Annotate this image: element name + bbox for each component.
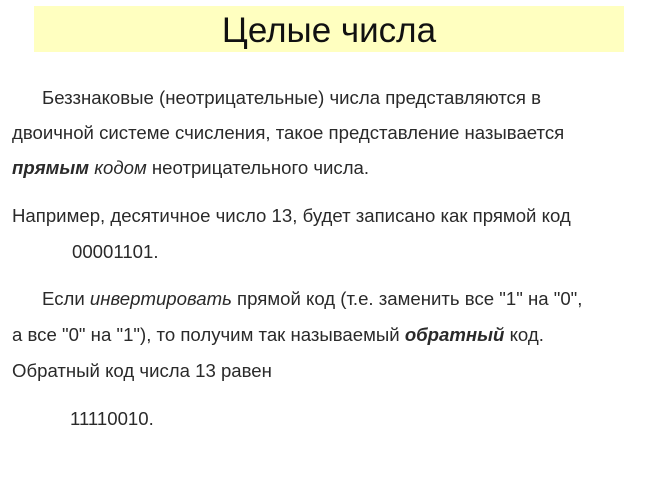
para3-line2 bbox=[12, 326, 544, 345]
para3-line1 bbox=[42, 290, 582, 309]
para3-line2-start: а все "0" на "1"), то получим так называемый bbox=[12, 324, 400, 345]
title-bar bbox=[34, 6, 624, 52]
para3-line1-rest: прямой код (т.е. заменить все "1" на "0", bbox=[237, 288, 583, 309]
term-obratnyy: обратный bbox=[404, 324, 505, 345]
para1-line3-rest: неотрицательного числа. bbox=[151, 157, 370, 178]
para2-line1: Например, десятичное число 13, будет записано как прямой код bbox=[12, 205, 571, 226]
term-kodom: кодом bbox=[94, 157, 147, 178]
para3-line3: Обратный код числа 13 равен bbox=[12, 360, 272, 381]
para1-line2: двоичной системе счисления, такое представление называется bbox=[12, 122, 565, 143]
term-pryamym: прямым bbox=[12, 157, 90, 178]
para1-line3 bbox=[12, 159, 369, 178]
inverse-code-value: 11110010. bbox=[70, 408, 154, 429]
para3-line2-end: код. bbox=[509, 324, 544, 345]
slide-title: Целые числа bbox=[221, 10, 437, 50]
para1-line1: Беззнаковые (неотрицательные) числа представляются в bbox=[42, 87, 541, 108]
para3-line1-start: Если bbox=[42, 288, 85, 309]
term-invertirovat: инвертировать bbox=[89, 288, 232, 309]
direct-code-value: 00001101. bbox=[72, 241, 159, 262]
